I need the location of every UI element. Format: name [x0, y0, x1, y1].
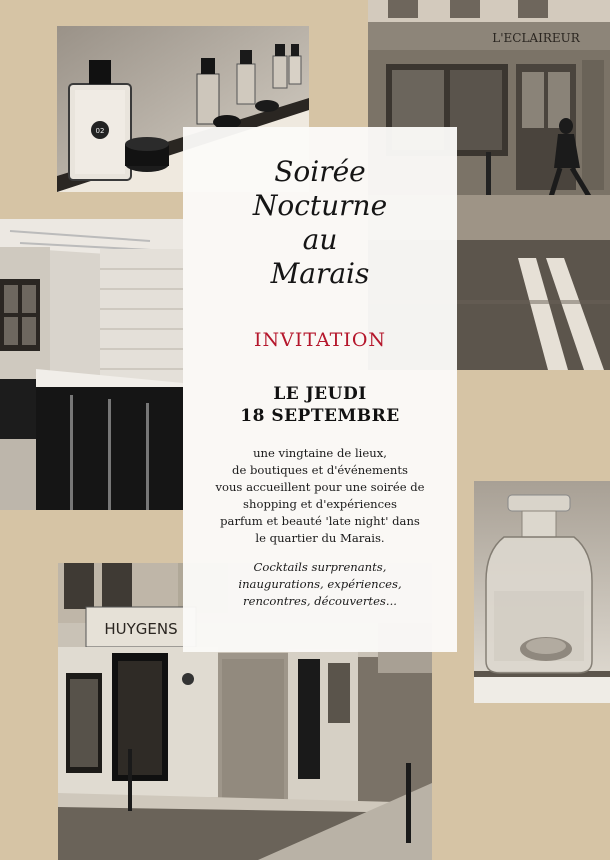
title-line: Nocturne [252, 189, 388, 222]
event-description [183, 445, 457, 547]
event-tagline [183, 559, 457, 610]
title-line: Marais [270, 257, 370, 290]
event-title [183, 155, 457, 291]
date-day-month: 18 SEPTEMBRE [240, 406, 400, 426]
description-line: shopping et d'expériences [243, 497, 397, 511]
description-line: une vingtaine de lieux, [253, 446, 387, 460]
description-line: le quartier du Marais. [255, 531, 385, 545]
invitation-card [183, 127, 457, 652]
tagline-line: inaugurations, expériences, [238, 577, 402, 591]
storefront-sign-text: HUYGENS [104, 620, 178, 638]
tagline-line: rencontres, découvertes... [243, 594, 397, 608]
description-line: parfum et beauté 'late night' dans [220, 514, 420, 528]
tagline-line: Cocktails surprenants, [253, 560, 387, 574]
bottle-label: 02 [95, 127, 105, 135]
event-date [183, 383, 457, 427]
invitation-label: INVITATION [253, 329, 387, 351]
description-line: vous accueillent pour une soirée de [215, 480, 425, 494]
description-line: de boutiques et d'événements [232, 463, 408, 477]
boutique-interior-photo [0, 219, 183, 510]
date-weekday: LE JEUDI [273, 384, 367, 404]
title-line: au [302, 223, 338, 256]
glass-jar-photo [474, 481, 610, 703]
title-line: Soirée [274, 155, 366, 188]
shop-sign-text: L'ECLAIREUR [492, 31, 580, 45]
